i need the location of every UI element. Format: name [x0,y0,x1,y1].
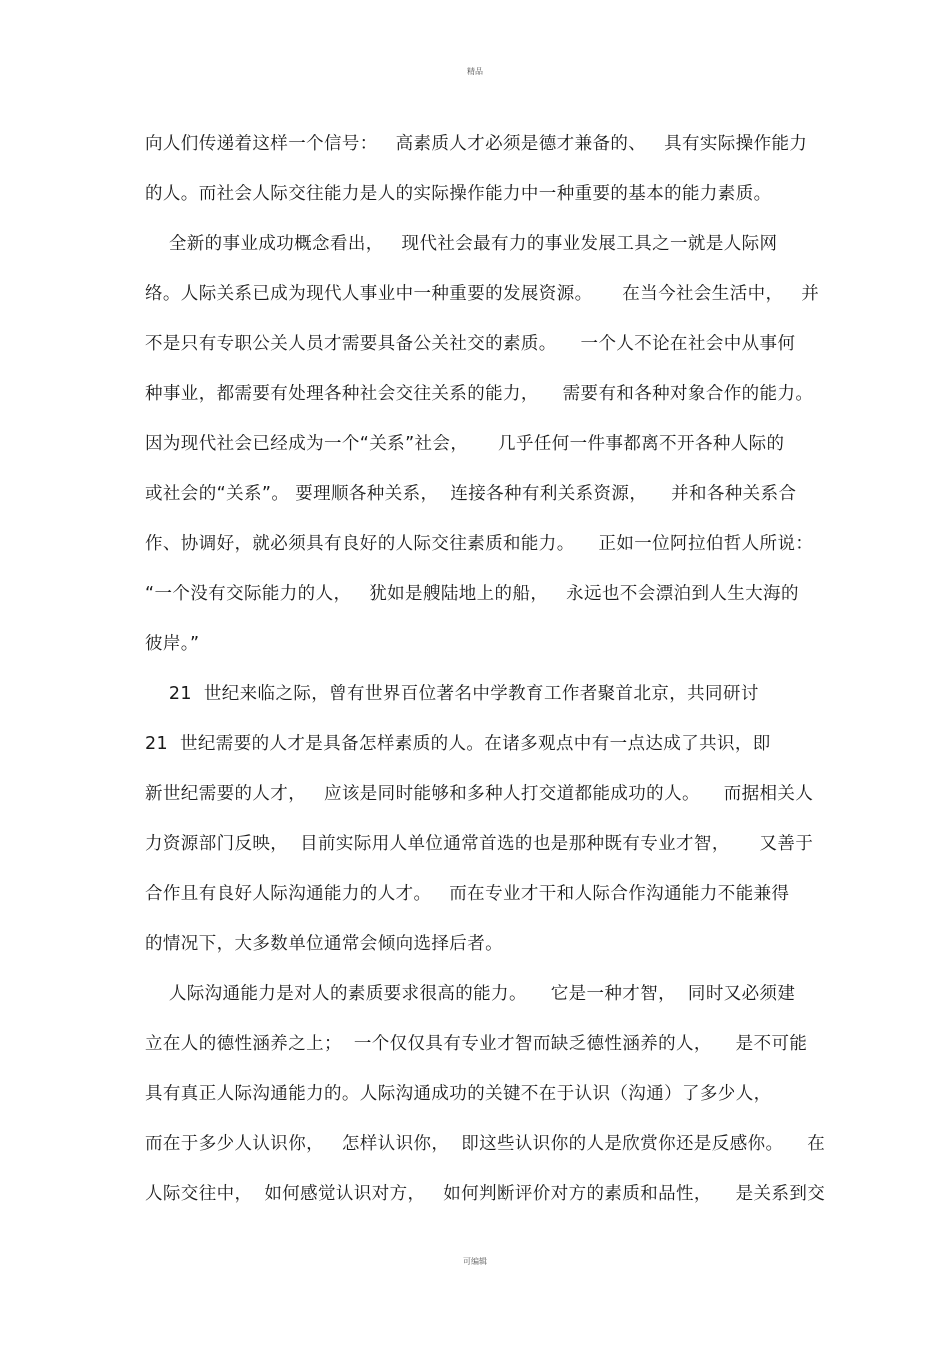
text-line: 因为现代社会已经成为一个“关系”社会， 几乎任何一件事都离不开各种人际的 [145,434,785,454]
text-line: 种事业，都需要有处理各种社会交往关系的能力， 需要有和各种对象合作的能力。 [145,384,814,404]
text-line: 而在于多少人认识你， 怎样认识你， 即这些认识你的人是欣赏你还是反感你。 在 [145,1134,826,1154]
text-line: 全新的事业成功概念看出， 现代社会最有力的事业发展工具之一就是人际网 [145,234,778,254]
text-line: 作、协调好，就必须具有良好的人际交往素质和能力。 正如一位阿拉伯哲人所说： [145,534,814,554]
text-line: 合作且有良好人际沟通能力的人才。 而在专业才干和人际合作沟通能力不能兼得 [145,884,790,904]
text-line: 新世纪需要的人才， 应该是同时能够和多种人打交道都能成功的人。 而据相关人 [145,784,814,804]
text-line: 21 世纪需要的人才是具备怎样素质的人。在诸多观点中有一点达成了共识，即 [145,734,771,754]
text-line: 向人们传递着这样一个信号： 高素质人才必须是德才兼备的、 具有实际操作能力 [145,134,808,154]
text-line: 具有真正人际沟通能力的。人际沟通成功的关键不在于认识（沟通）了多少人， [145,1084,772,1104]
text-line: “一个没有交际能力的人， 犹如是艘陆地上的船， 永远也不会漂泊到人生大海的 [145,584,799,604]
text-line: 不是只有专职公关人员才需要具备公关社交的素质。 一个人不论在社会中从事何 [145,334,796,354]
page-header: 精品 [467,67,483,76]
text-line: 络。人际关系已成为现代人事业中一种重要的发展资源。 在当今社会生活中， 并 [145,284,820,304]
text-line: 彼岸。” [145,634,200,654]
text-line: 或社会的“关系”。 要理顺各种关系， 连接各种有利关系资源， 并和各种关系合 [145,484,797,504]
text-line: 人际交往中， 如何感觉认识对方， 如何判断评价对方的素质和品性， 是关系到交 [145,1184,826,1204]
text-line: 的情况下，大多数单位通常会倾向选择后者。 [145,934,503,954]
text-line: 立在人的德性涵养之上； 一个仅仅具有专业才智而缺乏德性涵养的人， 是不可能 [145,1034,808,1054]
page-footer: 可编辑 [463,1257,487,1266]
text-line: 21 世纪来临之际，曾有世界百位著名中学教育工作者聚首北京，共同研讨 [145,684,759,704]
text-line: 人际沟通能力是对人的素质要求很高的能力。 它是一种才智， 同时又必须建 [145,984,796,1004]
text-line: 力资源部门反映， 目前实际用人单位通常首选的也是那种既有专业才智， 又善于 [145,834,814,854]
text-line: 的人。而社会人际交往能力是人的实际操作能力中一种重要的基本的能力素质。 [145,184,772,204]
